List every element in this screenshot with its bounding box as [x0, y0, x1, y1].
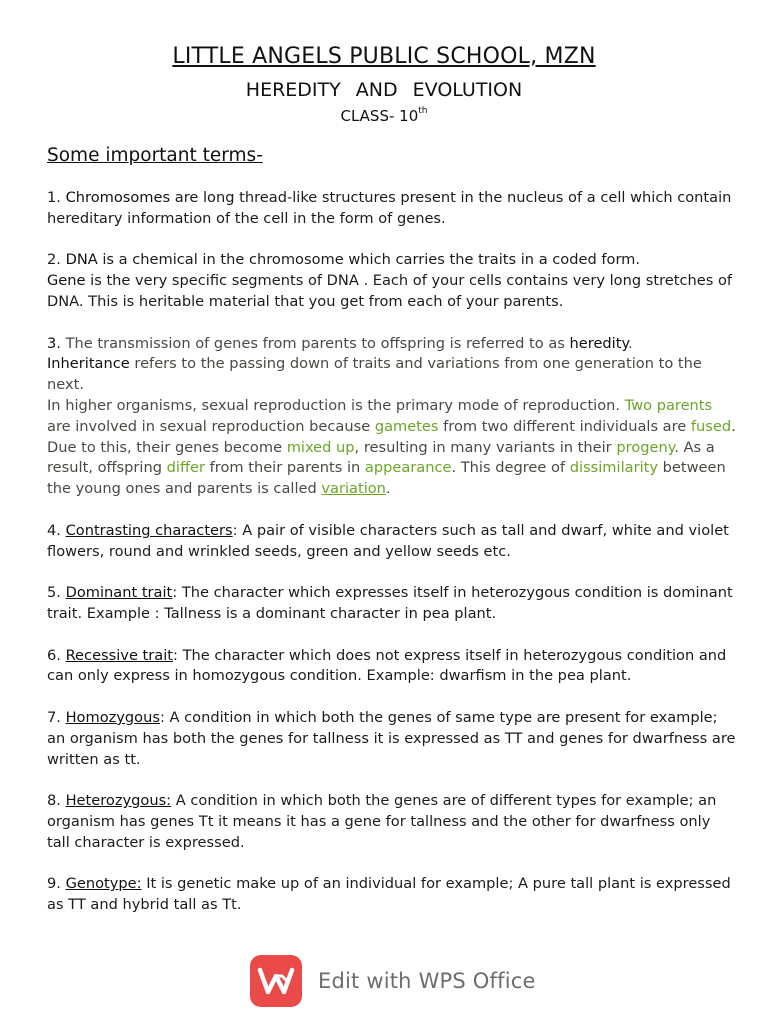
highlight-variation: variation: [321, 480, 386, 498]
variation-text: from their parents in: [204, 459, 365, 477]
term-contrasting-characters: Contrasting characters: [65, 521, 233, 539]
item-number: 5.: [47, 584, 66, 602]
highlight-gametes: gametes: [374, 417, 439, 435]
variation-text: . This degree of: [451, 459, 570, 477]
term-item-dna: [47, 250, 737, 271]
variation-text: . Due to this, their genes become: [47, 417, 736, 456]
highlight-dissimilarity: dissimilarity: [569, 459, 658, 477]
class-text: CLASS- 10: [340, 107, 419, 125]
highlight-progeny: progeny: [616, 438, 675, 456]
section-heading: Some important terms-: [47, 145, 263, 166]
inheritance-text: refers to the passing down of traits and variations from one generation to the next.: [47, 355, 702, 394]
term-definition: : The character which expresses itself in heterozygous condition is dominant trait. Example : Tallness is a dominant character in pea plant.: [47, 584, 733, 622]
item-number: 1.: [47, 189, 66, 206]
term-item-genotype: [47, 874, 737, 916]
subject-title: HEREDITY AND EVOLUTION: [245, 79, 523, 101]
term-definition: A condition in which both the genes are of different types for example; an organism has genes Tt it means it has a gene for tallness and the other for dwarfness only tall character is expressed.: [47, 792, 717, 851]
item-number: 9.: [47, 875, 66, 893]
term-inheritance: Inheritance: [47, 355, 130, 373]
variation-text: are involved in sexual reproduction because: [47, 417, 375, 435]
term-item-heredity: [47, 334, 737, 396]
term-item-gene: [47, 271, 737, 313]
term-definition: is the very specific segments of DNA . Each of your cells contains very long stretches of DNA. This is heritable material that you get from each of your parents.: [47, 272, 733, 310]
highlight-mixed-up: mixed up: [286, 438, 355, 456]
variation-text: from two different individuals are: [438, 417, 691, 435]
item-number: 8.: [47, 792, 66, 810]
class-label: [0, 107, 768, 125]
term-definition: : A condition in which both the genes of same type are present for example; an organism has both the genes for tallness it is expressed as TT and genes for dwarfness are written as tt.: [47, 708, 736, 768]
term-heredity: heredity: [569, 334, 629, 352]
punctuation: .: [628, 334, 633, 352]
variation-text: . As a result, offspring: [47, 438, 715, 477]
variation-text: between the young ones and parents is called: [47, 459, 726, 498]
item-number: 3.: [47, 334, 66, 352]
term-item-heterozygous: [47, 791, 737, 853]
item-number: 2.: [47, 251, 66, 269]
wps-office-logo-icon[interactable]: [250, 955, 302, 1007]
variation-text: In higher organisms, sexual reproduction is the primary mode of reproduction.: [47, 396, 625, 414]
school-title: LITTLE ANGELS PUBLIC SCHOOL, MZN: [172, 44, 596, 69]
highlight-differ: differ: [166, 459, 205, 477]
term-item-variation: [47, 396, 737, 500]
term-gene: Gene: [47, 272, 86, 290]
term-dna: DNA: [65, 251, 98, 269]
term-definition: : The character which does not express itself in heterozygous condition and can only express in homozygous condition. Example: dwarfism in the pea plant.: [47, 646, 727, 685]
wps-logo-glyph-icon: [256, 964, 296, 998]
heredity-text: The transmission of genes from parents to offspring is referred to as: [65, 334, 570, 352]
term-definition: is a chemical in the chromosome which carries the traits in a coded form.: [97, 251, 641, 269]
term-homozygous: Homozygous: [65, 708, 160, 726]
item-number: 7.: [47, 708, 66, 726]
term-item-dominant-trait: [47, 583, 737, 625]
highlight-fused: fused: [690, 417, 732, 435]
highlight-appearance: appearance: [364, 459, 452, 477]
term-definition: : A pair of visible characters such as tall and dwarf, white and violet flowers, round and wrinkled seeds, green and yellow seeds etc.: [47, 521, 729, 560]
wps-edit-label[interactable]: Edit with WPS Office: [318, 969, 536, 993]
term-item-chromosomes: [47, 188, 737, 230]
variation-text: , resulting in many variants in their: [354, 438, 617, 456]
wps-edit-banner[interactable]: [250, 955, 536, 1007]
term-genotype: Genotype:: [65, 875, 142, 893]
term-heterozygous: Heterozygous:: [65, 792, 172, 810]
term-definition: are long thread-like structures present in the nucleus of a cell which contain hereditary information of the cell in the form of genes.: [47, 189, 732, 227]
terms-list: [47, 188, 737, 937]
term-chromosomes: Chromosomes: [65, 189, 171, 206]
term-dominant-trait: Dominant trait: [65, 584, 173, 602]
term-item-contrasting-characters: [47, 521, 737, 563]
class-superscript: th: [418, 106, 428, 116]
item-number: 6.: [47, 646, 66, 664]
term-definition: It is genetic make up of an individual for example; A pure tall plant is expressed as TT and hybrid tall as Tt.: [47, 875, 731, 914]
term-item-homozygous: [47, 708, 737, 770]
punctuation: .: [385, 480, 391, 498]
term-item-recessive-trait: [47, 646, 737, 688]
item-number: 4.: [47, 521, 66, 539]
highlight-two-parents: Two parents: [624, 396, 713, 414]
term-recessive-trait: Recessive trait: [65, 646, 174, 664]
